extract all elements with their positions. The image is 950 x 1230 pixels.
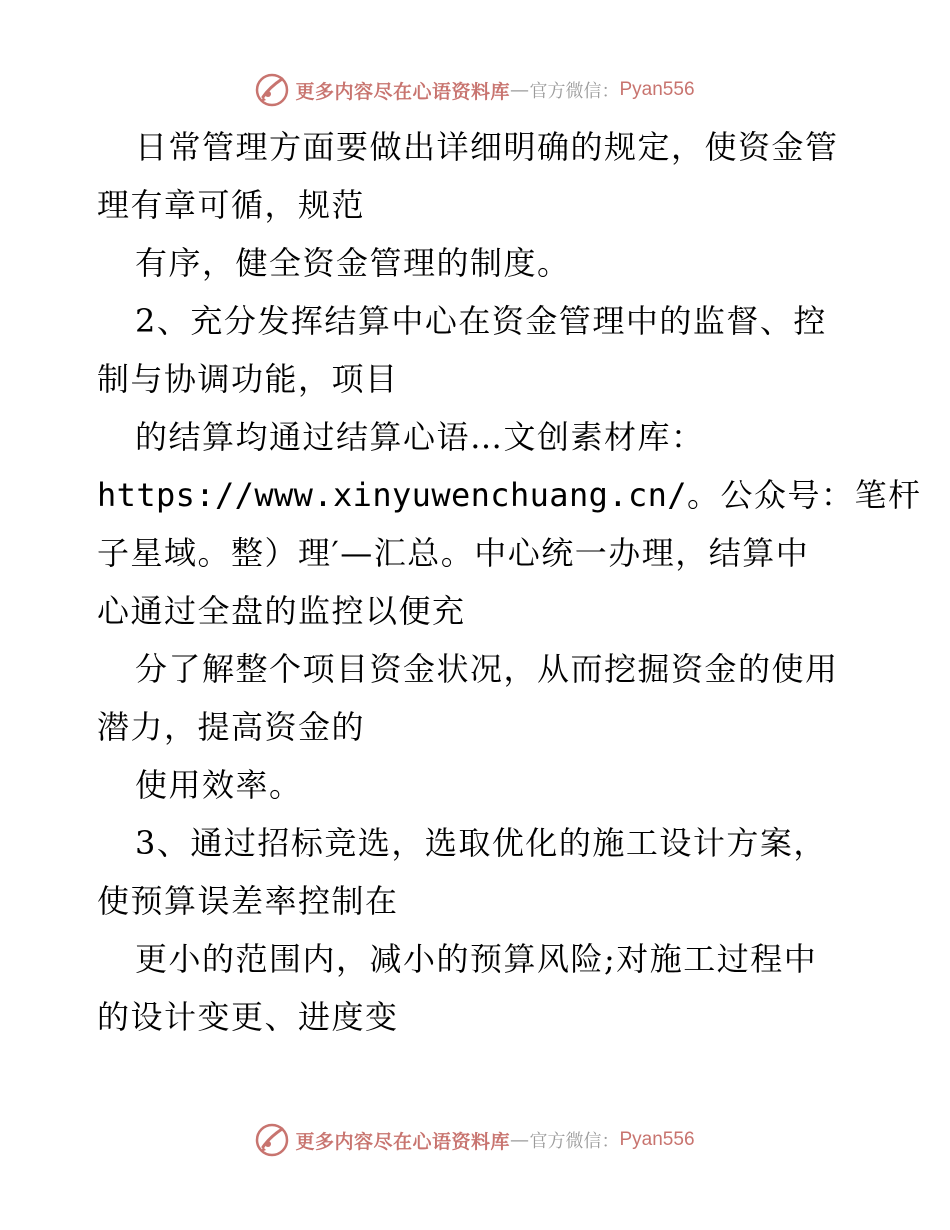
banner-separator: — [510,79,530,101]
brush-logo-icon [255,73,289,107]
document-body [97,118,922,1046]
text-fragment: 。公众号：笔杆 [686,476,922,514]
text-line: 的结算均通过结算心语…文创素材库： [135,418,705,456]
text-line: 制与协调功能，项目 [97,360,399,398]
brush-logo-icon [255,1123,289,1157]
header-banner [0,70,950,110]
banner-wechat-id: Pyan556 [619,79,695,100]
banner-wechat-id: Pyan556 [619,1129,695,1150]
text-line: 潜力，提高资金的 [97,708,366,746]
url-text: https://www.xinyuwenchuang.cn/ [97,476,687,514]
banner-wechat-label: 官方微信： [529,1131,620,1152]
banner-text: 更多内容尽在心语资料库 [295,1130,510,1153]
text-line: 日常管理方面要做出详细明确的规定，使资金管 [135,128,839,166]
text-line-url [97,466,922,524]
text-line: 使预算误差率控制在 [97,882,399,920]
text-line: 的设计变更、进度变 [97,998,399,1036]
banner-wechat-label: 官方微信： [529,81,620,102]
text-line: 有序，健全资金管理的制度。 [135,244,571,282]
banner-separator: — [510,1129,530,1151]
text-line: 理有章可循，规范 [97,186,366,224]
banner-text: 更多内容尽在心语资料库 [295,80,510,103]
text-line: 子星域。整）理′—汇总。中心统一办理，结算中 [97,534,810,572]
text-line: 心通过全盘的监控以便充 [97,592,466,630]
text-line: 使用效率。 [135,766,303,804]
text-line: 3、通过招标竞选，选取优化的施工设计方案， [135,824,827,862]
text-line: 分了解整个项目资金状况，从而挖掘资金的使用 [135,650,839,688]
text-line: 更小的范围内，减小的预算风险;对施工过程中 [135,940,818,978]
footer-banner [0,1120,950,1160]
text-line: 2、充分发挥结算中心在资金管理中的监督、控 [135,302,827,340]
